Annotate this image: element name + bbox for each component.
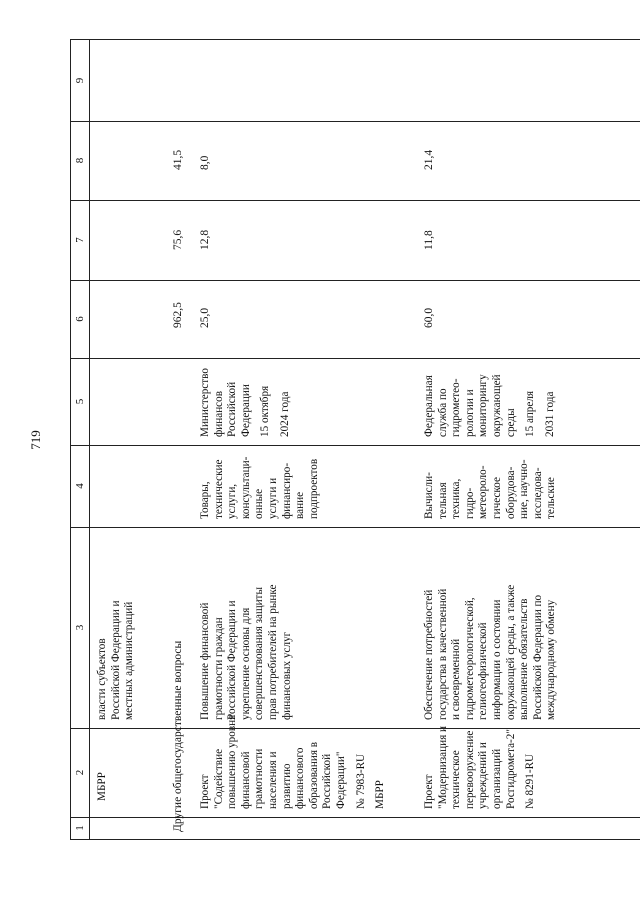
project1-col8: 8,0 (199, 155, 211, 170)
project2-col8: 21,4 (423, 149, 435, 170)
table-column-9 (70, 39, 640, 122)
column-header-6: 6 (70, 280, 90, 358)
project1-purpose: Повышение финансовой грамотности граждан Российской Федерации и укрепление основы для совершенствования защиты прав потребителей на рынке финансовых услуг (199, 584, 293, 720)
section-total-col7: 75,6 (172, 229, 184, 250)
project2-executor: Федеральная служба по гидрометео- рологии и мониторингу окружающей среды 15 апреля 2031 года (423, 374, 556, 437)
column-header-8: 8 (70, 121, 90, 200)
project1-goods: Товары, технические услуги, консультаци- онные услуги и финансиро- вание подпроектов (199, 456, 320, 519)
column-header-5: 5 (70, 358, 90, 445)
project2-goods: Вычисли- тельная техника, гидро- метеороло- гическое оборудова- ние, научно- исследова- тельские (423, 459, 558, 519)
column-header-3: 3 (70, 527, 90, 728)
rotated-table (70, 40, 640, 840)
table-column-5 (70, 358, 640, 446)
project2-col6: 60,0 (423, 307, 435, 328)
project2-purpose: Обеспечение потребностей государства в качественной и своевременной гидрометеорологической, гелиогеофизической информации о состоянии окружающей среды, а также выполнение обязательств Российской Федерации по международному обмену (423, 584, 558, 720)
table-column-3 (70, 527, 640, 729)
section-total-col8: 41,5 (172, 149, 184, 170)
table-column-8 (70, 121, 640, 201)
column-header-9: 9 (70, 40, 90, 121)
project1-name: Проект "Содействие повышению уровня финансовой грамотности населения и развитию финансового образования в Российской Федерации" № 7983-RU МБРР (199, 714, 387, 809)
project1-col7: 12,8 (199, 229, 211, 250)
project2-col7: 11,8 (423, 230, 435, 250)
table-column-6 (70, 280, 640, 359)
column-header-1: 1 (70, 817, 90, 839)
table-column-4 (70, 445, 640, 528)
page-number: 719 (28, 430, 43, 450)
project1-executor: Министерство финансов Российской Федерации 15 октября 2024 года (199, 368, 291, 437)
project2-name: Проект "Модернизация и техническое перевооружение учреждений и организаций Росгидромета-2" № 8291-RU (423, 725, 537, 809)
section-total-col6: 962,5 (172, 302, 184, 328)
column-header-7: 7 (70, 200, 90, 280)
column-header-4: 4 (70, 445, 90, 527)
section-title: Другие общегосударственные вопросы (172, 640, 184, 832)
mbrr-label: МБРР (96, 772, 108, 801)
table-column-1 (70, 817, 640, 840)
table-column-7 (70, 200, 640, 281)
column-header-2: 2 (70, 728, 90, 817)
mbrr-description: власти субъектов Российской Федерации и местных администраций (96, 600, 136, 720)
project1-col6: 25,0 (199, 307, 211, 328)
